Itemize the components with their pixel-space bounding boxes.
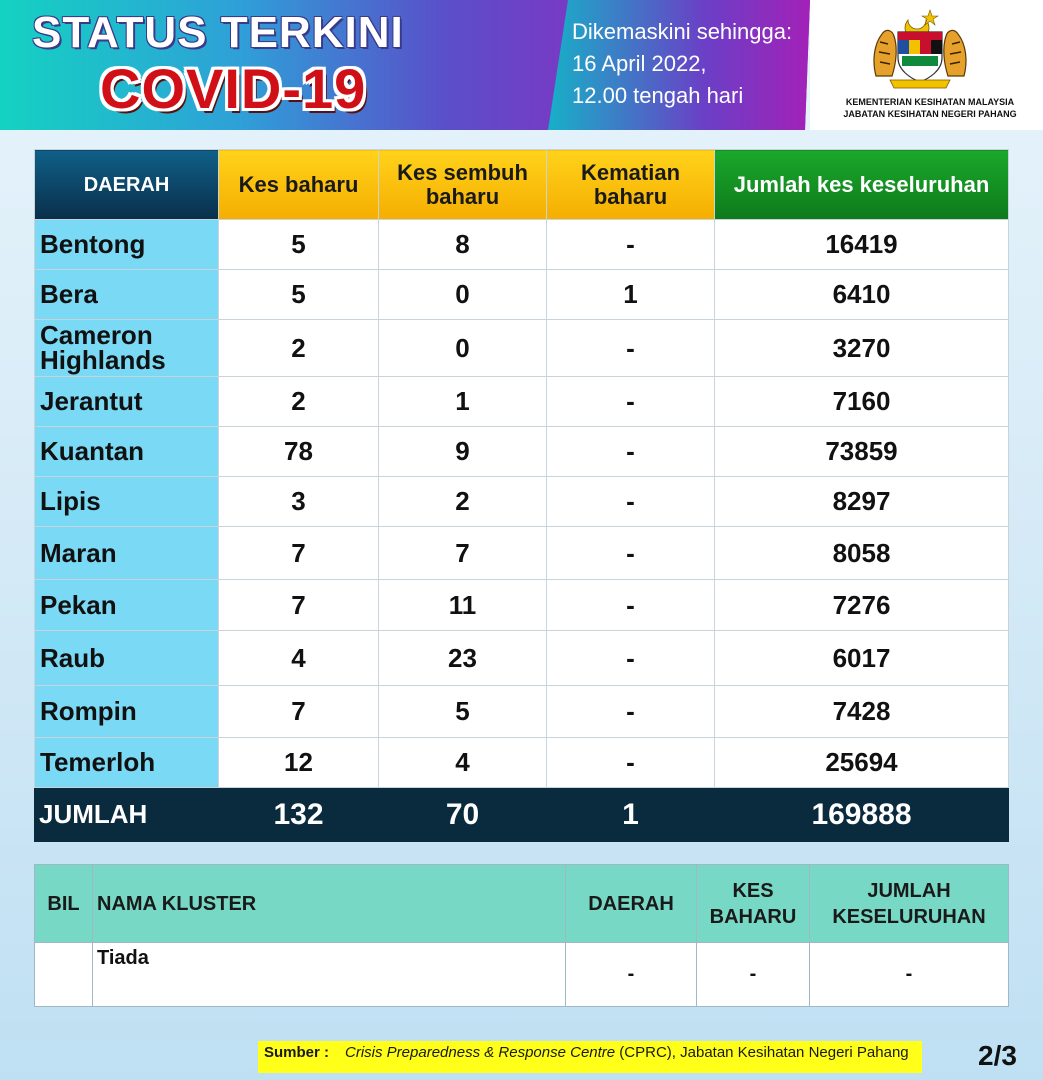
district-name: Temerloh (35, 738, 219, 788)
new-cases-cell: 4 (219, 631, 379, 686)
deaths-cell: - (547, 580, 715, 631)
col-header-daerah: DAERAH (35, 150, 219, 220)
total-cell: 25694 (715, 738, 1009, 788)
district-name: Rompin (35, 686, 219, 738)
total-cell: 7276 (715, 580, 1009, 631)
department-line: JABATAN KESIHATAN NEGERI PAHANG (843, 109, 1017, 119)
recovered-cell: 5 (379, 686, 547, 738)
total-deaths: 1 (547, 788, 715, 842)
district-cases-table (34, 149, 1009, 842)
total-label: JUMLAH (35, 788, 219, 842)
table-row (35, 631, 1009, 686)
col-header-nama-kluster: NAMA KLUSTER (93, 865, 566, 943)
title-covid19: COVID-19 (100, 57, 367, 120)
table-row (35, 738, 1009, 788)
source-rest: (CPRC), Jabatan Kesihatan Negeri Pahang (615, 1044, 909, 1061)
district-name: Kuantan (35, 427, 219, 477)
source-footer (258, 1041, 922, 1073)
table-row (35, 377, 1009, 427)
new-cases-cell: 5 (219, 220, 379, 270)
table-row (35, 427, 1009, 477)
recovered-cell: 7 (379, 527, 547, 580)
col-header-daerah: DAERAH (566, 865, 697, 943)
total-cell: 73859 (715, 427, 1009, 477)
cluster-new-cases: - (697, 943, 810, 1007)
district-name: Maran (35, 527, 219, 580)
cluster-table (34, 864, 1009, 1007)
table-row (35, 477, 1009, 527)
total-cell: 8297 (715, 477, 1009, 527)
col-header-kematian: Kematian baharu (547, 150, 715, 220)
cluster-district: - (566, 943, 697, 1007)
total-cell: 7160 (715, 377, 1009, 427)
table-row (35, 320, 1009, 377)
recovered-cell: 0 (379, 270, 547, 320)
recovered-cell: 23 (379, 631, 547, 686)
grand-total: 169888 (715, 788, 1009, 842)
district-name: Lipis (35, 477, 219, 527)
table-row (35, 580, 1009, 631)
deaths-cell: - (547, 686, 715, 738)
table-header-row (35, 150, 1009, 220)
cluster-header-row (35, 865, 1009, 943)
recovered-cell: 0 (379, 320, 547, 377)
total-cell: 8058 (715, 527, 1009, 580)
col-header-kes-sembuh: Kes sembuh baharu (379, 150, 547, 220)
deaths-cell: - (547, 477, 715, 527)
updated-date: 16 April 2022, (572, 51, 707, 76)
updated-label: Dikemaskini sehingga: (572, 19, 793, 44)
deaths-cell: - (547, 320, 715, 377)
source-label: Sumber : (264, 1044, 330, 1061)
district-name: Bentong (35, 220, 219, 270)
new-cases-cell: 7 (219, 527, 379, 580)
cluster-bil (35, 943, 93, 1007)
coat-of-arms-icon (868, 6, 972, 90)
new-cases-cell: 2 (219, 377, 379, 427)
col-header-kes-baharu: Kes baharu (219, 150, 379, 220)
recovered-cell: 2 (379, 477, 547, 527)
total-cell: 16419 (715, 220, 1009, 270)
col-header-bil: BIL (35, 865, 93, 943)
total-cell: 7428 (715, 686, 1009, 738)
deaths-cell: - (547, 527, 715, 580)
deaths-cell: - (547, 631, 715, 686)
table-row (35, 527, 1009, 580)
total-cell: 6410 (715, 270, 1009, 320)
deaths-cell: - (547, 377, 715, 427)
district-name: Cameron Highlands (35, 320, 219, 377)
col-header-kes-baharu: KES BAHARU (697, 865, 810, 943)
col-header-jumlah: Jumlah kes keseluruhan (715, 150, 1009, 220)
recovered-cell: 9 (379, 427, 547, 477)
col-header-jumlah-keseluruhan: JUMLAH KESELURUHAN (810, 865, 1009, 943)
table-row (35, 686, 1009, 738)
deaths-cell: - (547, 738, 715, 788)
deaths-cell: - (547, 427, 715, 477)
district-name: Bera (35, 270, 219, 320)
total-cell: 3270 (715, 320, 1009, 377)
new-cases-cell: 7 (219, 686, 379, 738)
recovered-cell: 11 (379, 580, 547, 631)
title-status-terkini: STATUS TERKINI (32, 8, 404, 57)
total-recovered: 70 (379, 788, 547, 842)
new-cases-cell: 5 (219, 270, 379, 320)
district-name: Jerantut (35, 377, 219, 427)
table-row (35, 220, 1009, 270)
table-row (35, 270, 1009, 320)
page-number: 2/3 (978, 1040, 1017, 1071)
recovered-cell: 4 (379, 738, 547, 788)
recovered-cell: 8 (379, 220, 547, 270)
new-cases-cell: 12 (219, 738, 379, 788)
ministry-line: KEMENTERIAN KESIHATAN MALAYSIA (845, 97, 1015, 107)
table-row (35, 943, 1009, 1007)
recovered-cell: 1 (379, 377, 547, 427)
district-name: Pekan (35, 580, 219, 631)
deaths-cell: - (547, 220, 715, 270)
deaths-cell: 1 (547, 270, 715, 320)
new-cases-cell: 78 (219, 427, 379, 477)
new-cases-cell: 2 (219, 320, 379, 377)
source-name: Crisis Preparedness & Response Centre (345, 1044, 616, 1061)
header-banner (0, 0, 1043, 130)
new-cases-cell: 7 (219, 580, 379, 631)
ministry-name (820, 96, 1040, 120)
updated-time: 12.00 tengah hari (572, 83, 744, 108)
total-cell: 6017 (715, 631, 1009, 686)
district-name: Raub (35, 631, 219, 686)
total-new-cases: 132 (219, 788, 379, 842)
new-cases-cell: 3 (219, 477, 379, 527)
total-row (35, 788, 1009, 842)
cluster-name: Tiada (93, 943, 566, 1007)
update-info (572, 16, 792, 112)
cluster-total: - (810, 943, 1009, 1007)
